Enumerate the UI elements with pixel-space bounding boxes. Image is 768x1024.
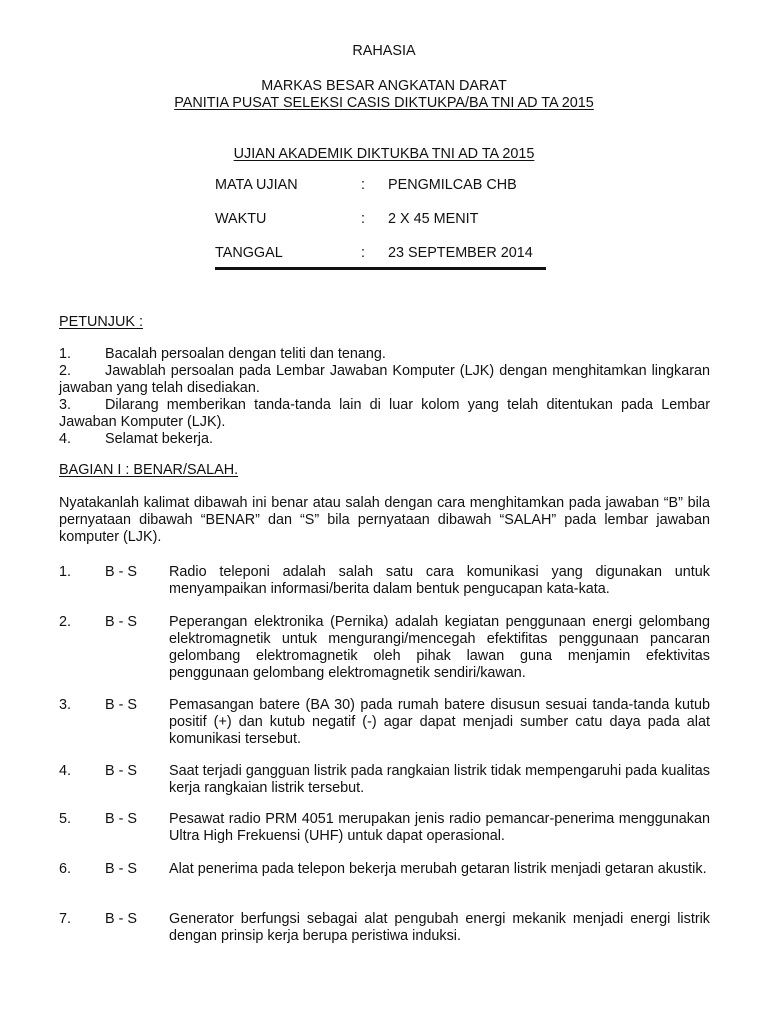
info-row-subject <box>215 177 555 195</box>
instructions-heading-text: PETUNJUK : <box>59 314 143 330</box>
info-colon: : <box>361 245 365 261</box>
instruction-text: Bacalah persoalan dengan teliti dan tenang. <box>105 346 386 362</box>
info-label: MATA UJIAN <box>215 177 298 193</box>
instruction-number: 1. <box>59 346 72 362</box>
answer-choice: B - S <box>105 763 137 779</box>
instruction-item <box>59 346 710 363</box>
question-item <box>59 911 710 945</box>
info-row-date <box>215 245 555 263</box>
instruction-text: Jawablah persoalan pada Lembar Jawaban Komputer (LJK) dengan menghitamkan lingkaran jawaban yang telah disediakan. <box>59 363 710 396</box>
info-row-time <box>215 211 555 229</box>
org-name: MARKAS BESAR ANGKATAN DARAT <box>261 78 507 94</box>
info-colon: : <box>361 177 365 193</box>
instruction-number: 2. <box>59 363 72 379</box>
question-number: 3. <box>59 697 72 713</box>
info-value: 2 X 45 MENIT <box>388 211 479 227</box>
section-intro: Nyatakanlah kalimat dibawah ini benar atau salah dengan cara menghitamkan pada jawaban “B” bila pernyataan dibawah “BENAR” dan “S” bila pernyataan dibawah “SALAH” pada lembar jawaban komputer (LJK). <box>59 495 710 545</box>
info-colon: : <box>361 211 365 227</box>
question-text: Peperangan elektronika (Pernika) adalah kegiatan penggunaan energi gelombang elektromagnetik untuk mengurangi/mencegah efektifitas penggunaan pancaran gelombang elektromagnetik oleh pihak lawan guna menjamin efektivitas penggunaan gelombang elektromagnetik sendiri/kawan. <box>169 614 710 681</box>
answer-choice: B - S <box>105 564 137 580</box>
instruction-item <box>59 431 710 448</box>
instructions-heading <box>59 314 143 331</box>
instruction-text: Dilarang memberikan tanda-tanda lain di luar kolom yang telah ditentukan pada Lembar Jawaban Komputer (LJK). <box>59 397 710 430</box>
answer-choice: B - S <box>105 614 137 630</box>
question-number: 4. <box>59 763 72 779</box>
question-number: 6. <box>59 861 72 877</box>
question-number: 5. <box>59 811 72 827</box>
info-label: TANGGAL <box>215 245 283 261</box>
question-text: Alat penerima pada telepon bekerja merubah getaran listrik menjadi getaran akustik. <box>169 861 707 877</box>
question-item <box>59 697 710 748</box>
answer-choice: B - S <box>105 861 137 877</box>
committee-name <box>0 95 768 112</box>
instruction-item <box>59 397 710 431</box>
question-text: Pesawat radio PRM 4051 merupakan jenis radio pemancar-penerima menggunakan Ultra High Frekuensi (UHF) untuk dapat operasional. <box>169 811 710 844</box>
exam-title-text: UJIAN AKADEMIK DIKTUKBA TNI AD TA 2015 <box>233 146 535 162</box>
instructions-list <box>59 346 710 448</box>
instruction-item <box>59 363 710 397</box>
exam-title <box>0 146 768 163</box>
question-text: Generator berfungsi sebagai alat pengubah energi mekanik menjadi energi listrik dengan prinsip kerja berupa peristiwa induksi. <box>169 911 710 944</box>
classification-label: RAHASIA <box>352 43 416 59</box>
question-item <box>59 861 710 878</box>
info-value: PENGMILCAB CHB <box>388 177 517 193</box>
question-text: Saat terjadi gangguan listrik pada rangkaian listrik tidak mempengaruhi pada kualitas kerja rangkaian listrik tersebut. <box>169 763 710 796</box>
header-rule <box>215 267 546 270</box>
section-heading <box>59 462 238 479</box>
instruction-number: 3. <box>59 397 72 413</box>
answer-choice: B - S <box>105 911 137 927</box>
answer-choice: B - S <box>105 811 137 827</box>
section-heading-text: BAGIAN I : BENAR/SALAH. <box>59 462 239 478</box>
info-value: 23 SEPTEMBER 2014 <box>388 245 533 261</box>
question-item <box>59 811 710 845</box>
committee-name-text: PANITIA PUSAT SELEKSI CASIS DIKTUKPA/BA TNI AD TA 2015 <box>174 95 594 111</box>
question-item <box>59 614 710 682</box>
instruction-number: 4. <box>59 431 72 447</box>
question-text: Pemasangan batere (BA 30) pada rumah batere disusun sesuai tanda-tanda kutub positif (+) dan kutub negatif (-) agar dapat menjadi sumber catu daya pada alat komunikasi tersebut. <box>169 697 710 747</box>
instruction-text: Selamat bekerja. <box>105 431 213 447</box>
answer-choice: B - S <box>105 697 137 713</box>
info-label: WAKTU <box>215 211 267 227</box>
question-text: Radio teleponi adalah salah satu cara komunikasi yang digunakan untuk menyampaikan informasi/berita dalam bentuk pengucapan kata-kata. <box>169 564 710 597</box>
question-number: 7. <box>59 911 72 927</box>
question-number: 2. <box>59 614 72 630</box>
question-number: 1. <box>59 564 72 580</box>
question-item <box>59 564 710 598</box>
question-item <box>59 763 710 797</box>
